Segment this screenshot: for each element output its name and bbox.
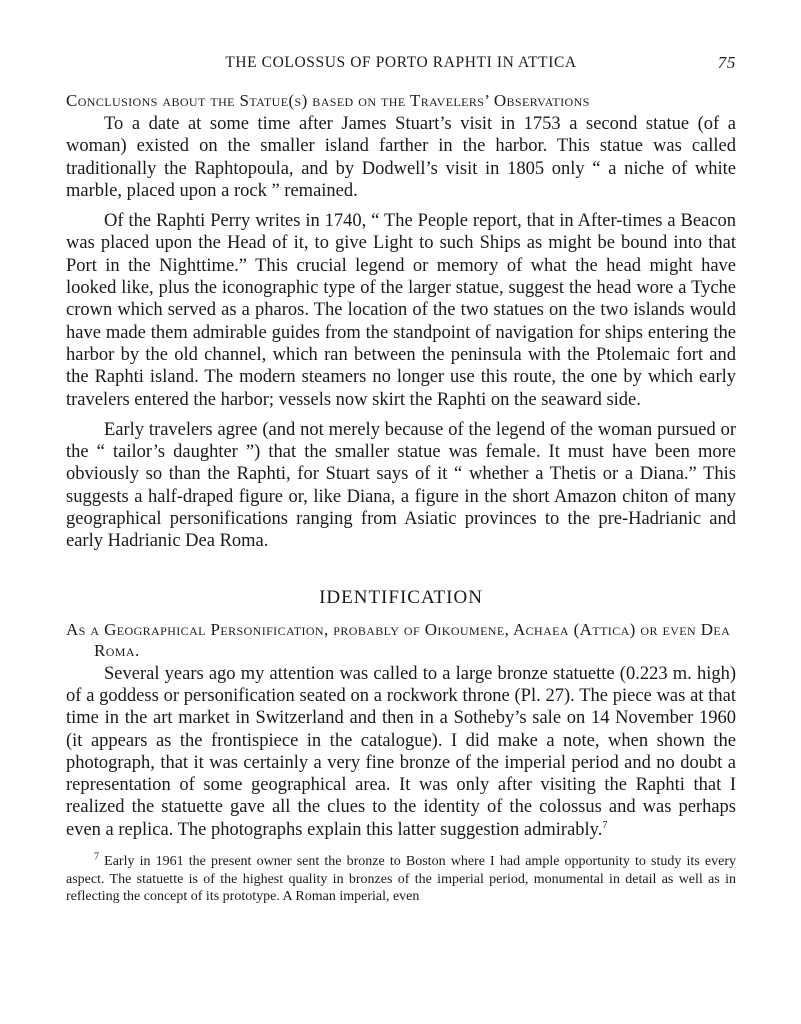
footnote-text: Early in 1961 the present owner sent the bronze to Boston where I had ample opportunity to study its every aspect. The statuette is of the highest quality in bronzes of the imperial period, monumental in detail as well as in reflecting the concept of its prototype. A Roman imperial, even [66,854,736,905]
paragraph [66,663,736,841]
footnote [66,853,736,906]
page [66,48,736,906]
personification-heading: As a Geographical Personification, probably of Oikoumene, Achaea (Attica) or even Dea Roma. [66,619,731,660]
running-title: THE COLOSSUS OF PORTO RAPHTI IN ATTICA [225,54,577,71]
paragraph: To a date at some time after James Stuart’s visit in 1753 a second statue (of a woman) existed on the smaller island farther in the harbor. This statue was called traditionally the Raphtopoula, and by Dodwell’s visit in 1805 only “ a niche of white marble, placed upon a rock ” remained. [66,114,736,201]
page-number: 75 [717,53,736,72]
paragraph-text: Several years ago my attention was called to a large bronze statuette (0.223 m. high) of a goddess or personification seated on a rockwork throne (Pl. 27). The piece was at that time in the art market in Switzerland and then in a Sotheby’s sale on 14 November 1960 (it appears as the frontispiece in the catalogue). I did make a note, when shown the photograph, that it was certainly a very fine bronze of the imperial period and no doubt a representation of some geographical area. It was only after visiting the Raphti that I realized the statuette gave all the clues to the identity of the colossus and was perhaps even a replica. The photographs explain this latter suggestion admirably. [66,663,736,840]
conclusions-heading: Conclusions about the Statue(s) based on the Travelers’ Observations [66,91,590,110]
footnote-reference[interactable]: 7 [602,819,608,831]
identification-heading: IDENTIFICATION [319,586,483,608]
paragraph: Of the Raphti Perry writes in 1740, “ The People report, that in After-times a Beacon was placed upon the Head of it, to give Light to such Ships as might be bound into that Port in the Nighttime.” This crucial legend or memory of what the head might have looked like, plus the iconographic type of the larger statue, suggest the head wore a Tyche crown which served as a pharos. The location of the two statues on the two islands would have made them admirable guides from the standpoint of navigation for ships entering the harbor by the old channel, which ran between the peninsula with the Ptolemaic fort and the Raphti island. The modern steamers no longer use this route, the one by which early travelers entered the harbor; vessels now skirt the Raphti on the seaward side. [66,211,736,410]
footnote-marker: 7 [94,851,99,863]
running-header [66,48,736,78]
paragraph: Early travelers agree (and not merely because of the legend of the woman pursued or the “ tailor’s daughter ”) that the smaller statue was female. It must have been more obviously so than the Raphti, for Stuart says of it “ whether a Thetis or a Diana.” This suggests a half-draped figure or, like Diana, a figure in the short Amazon chiton of many geographical personifications ranging from Asiatic provinces to the pre-Hadrianic and early Hadrianic Dea Roma. [66,419,736,552]
